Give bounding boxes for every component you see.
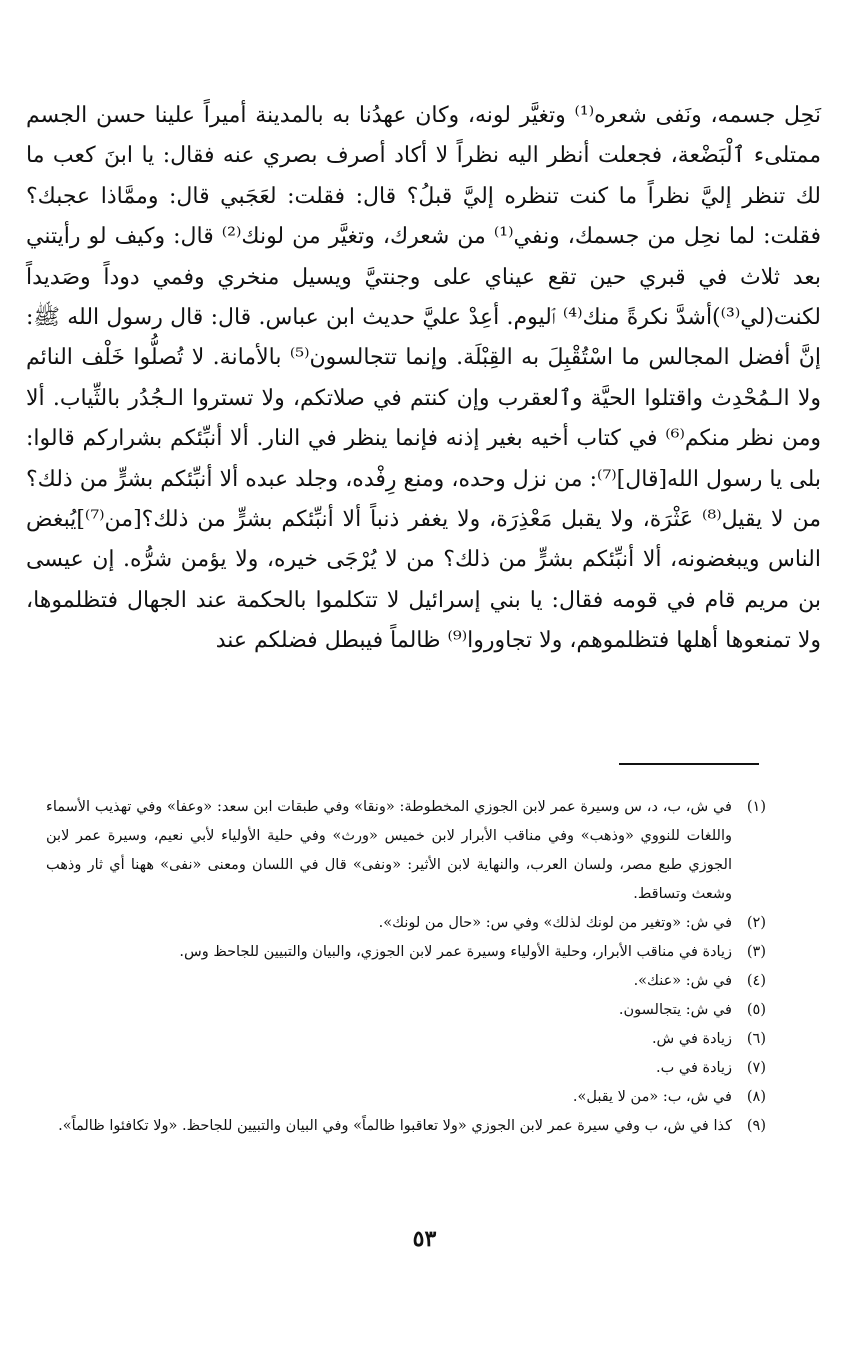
footnote-text: في ش: يتجالسون. [618, 1002, 732, 1018]
footnote-item [46, 938, 766, 967]
footnote-number: (٣) [746, 944, 766, 960]
footnote-number: (٤) [746, 973, 766, 989]
footnote-text: في ش، ب: «من لا يقبل». [572, 1089, 732, 1105]
footnote-text: في ش، ب، د، س وسيرة عمر لابن الجوزي المخطوطة: «ونقا» وفي طبقات ابن سعد: «وعفا» وفي تهذيب الأسماء واللغات للنووي «وذهب» وفي مناقب الأبرار لابن خميس «ورث» وفي حلية الأولياء لأبي نعيم، وسيرة عمر لابن الجوزي طبع مصر، ولسان العرب، والنهاية لابن الأثير: «ونفى» قال في اللسان ومعنى «نفى» ههنا أي ثار وذهب وشعث وتساقط. [46, 799, 732, 902]
footnote-text: زيادة في ش. [651, 1031, 732, 1047]
footnote-number: (٦) [746, 1031, 766, 1047]
main-paragraph: نَحِل جسمه، ونَفى شعره⁽¹⁾ وتغيَّر لونه، وكان عهدُنا به بالمدينة أميراً علينا حسن الجسم ممتلىء ٱلْبَضْعة، فجعلت أنظر اليه نظراً لا أكاد أصرف بصري عنه فقال: يا ابنَ كعب ما لك تنظر إليَّ نظراً ما كنت تنظره إليَّ قبلُ؟ قال: فقلت: لعَجَبي قال: وممَّاذا عجبك؟ فقلت: لما نحِل من جسمك، ونفي⁽¹⁾ من شعرك، وتغيَّر من لونك⁽²⁾ قال: وكيف لو رأيتني بعد ثلاث في قبري حين تقع عيناي على وجنتيَّ ويسيل منخري وفمي دوداً وصَديداً لكنت(لي⁽³⁾)أشدَّ نكرةً منك⁽⁴⁾ ٱليوم. أعِدْ عليَّ حديث ابن عباس. قال: قال رسول الله ﷺ: إنَّ أفضل المجالس ما اسْتُقْبِلَ به القِبْلَة. وإنما تتجالسون⁽⁵⁾ بالأمانة. لا تُصلُّوا خَلْف النائم ولا الـمُحْدِث واقتلوا الحيَّة وٱلعقرب وإن كنتم في صلاتكم، ولا تستروا الـجُدُر بالثِّياب. ألا ومن نظر منكم⁽⁶⁾ في كتاب أخيه بغير إذنه فإنما ينظر في النار. ألا أنبِّئكم بشراركم قالوا: بلى يا رسول الله[قال]⁽⁷⁾: من نزل وحده، ومنع رِفْده، وجلد عبده ألا أنبِّئكم بشرٍّ من ذلك؟ من لا يقيل⁽⁸⁾ عَثْرَة، ولا يقبل مَعْذِرَة، ولا يغفر ذنباً ألا أنبِّئكم بشرٍّ من ذلك؟[من⁽⁷⁾]يُبغض الناس ويبغضونه، ألا أنبِّئكم بشرٍّ من ذلك؟ من لا يُرْجَى خيره، ولا يؤمن شرُّه. إن عيسى بن مريم قام في قومه فقال: يا بني إسرائيل لا تتكلموا بالحكمة عند الجهال فتظلموها، ولا تمنعوها أهلها فتظلموهم، ولا تجاوروا⁽⁹⁾ ظالماً فيبطل فضلكم عند [26, 103, 822, 654]
footnote-text: زيادة في مناقب الأبرار، وحلية الأولياء وسيرة عمر لابن الجوزي، والبيان والتبيين للجاحظ وس. [179, 944, 732, 960]
footnote-separator-rule [619, 763, 759, 765]
footnote-number: (٩) [746, 1118, 766, 1134]
footnote-number: (٨) [746, 1089, 766, 1105]
footnote-number: (٢) [746, 915, 766, 931]
footnote-item [46, 793, 766, 909]
footnote-item [46, 1025, 766, 1054]
footnote-text: كذا في ش، ب وفي سيرة عمر لابن الجوزي «ولا تعاقبوا ظالماً» وفي البيان والتبيين للجاحظ. «ولا تكافئوا ظالماً». [58, 1118, 732, 1134]
footnote-item [46, 909, 766, 938]
footnote-item [46, 996, 766, 1025]
footnote-item [46, 1083, 766, 1112]
footnote-text: في ش: «عنك». [633, 973, 732, 989]
footnote-text: في ش: «وتغير من لونك لذلك» وفي س: «حال من لونك». [378, 915, 732, 931]
footnote-item [46, 1112, 766, 1141]
footnote-item [46, 967, 766, 996]
footnotes-section [46, 793, 766, 1141]
footnote-number: (١) [746, 799, 766, 815]
footnote-item [46, 1054, 766, 1083]
main-text-block [26, 96, 821, 662]
footnote-number: (٥) [746, 1002, 766, 1018]
footnote-text: زيادة في ب. [655, 1060, 732, 1076]
page-number: ٥٣ [412, 1226, 437, 1252]
footnote-number: (٧) [746, 1060, 766, 1076]
